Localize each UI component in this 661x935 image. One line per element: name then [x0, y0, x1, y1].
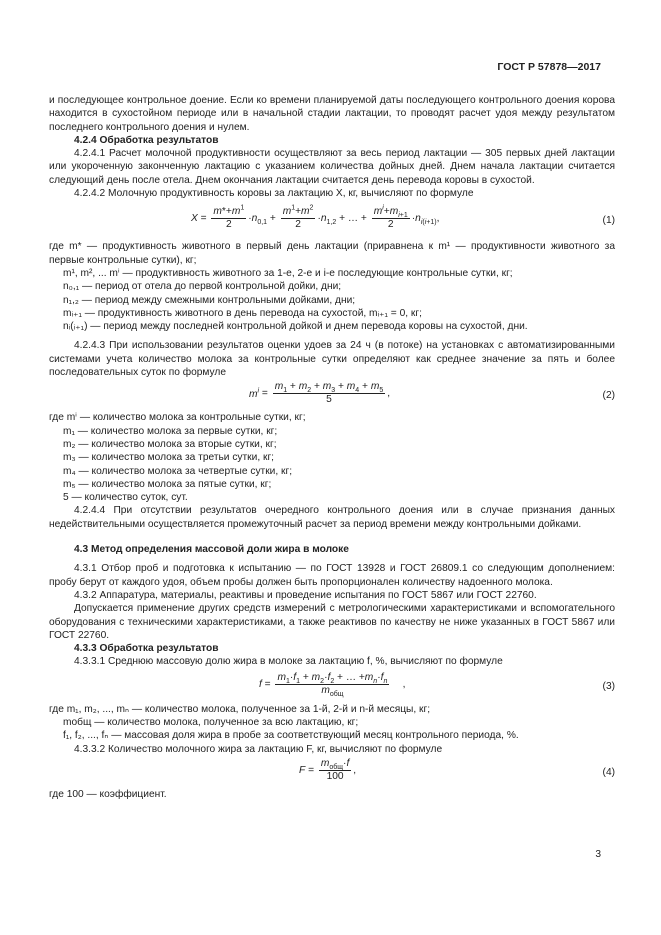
def3-0: где m₁, m₂, ..., mₙ — количество молока, полученное за 1-й, 2-й и n-й месяцы, кг;: [49, 703, 431, 715]
def2-0: где mⁱ — количество молока за контрольные сутки, кг;: [49, 412, 306, 424]
para-4-3-3-2: 4.3.3.2 Количество молочного жира за лактацию F, кг, вычисляют по формуле: [74, 743, 443, 755]
def1-0: где m* — продуктивность животного в первый день лактации (приравнена к m¹ — продуктивности животного за первые контрольные сутки), кг;: [49, 241, 615, 266]
def3-1: mобщ — количество молока, полученное за всю лактацию, кг;: [63, 716, 359, 728]
def2-1: m₁ — количество молока за первые сутки, кг;: [63, 425, 278, 437]
para-4-2-4-2: 4.2.4.2 Молочную продуктивность коровы за лактацию X, кг, вычисляют по формуле: [74, 188, 474, 200]
equation-number-4: (4): [602, 766, 615, 778]
section-4-2-4-title: 4.2.4 Обработка результатов: [74, 134, 219, 146]
para-4-2-4-4: 4.2.4.4 При отсутствии результатов очередного контрольного доения или в случае признания данных недействительными осуществляется промежуточный расчет за период времени между контрольными дойками.: [49, 505, 615, 530]
def2-5: m₅ — количество молока за пятые сутки, кг;: [63, 478, 272, 490]
equation-number-3: (3): [602, 680, 615, 692]
section-4-3-3-title: 4.3.3 Обработка результатов: [74, 643, 219, 655]
def1-3: n₁,₂ — период между смежными контрольными дойками, дни;: [63, 294, 356, 306]
def1-2: n₀,₁ — период от отела до первой контрольной дойки, дни;: [63, 281, 342, 293]
equation-number-1: (1): [602, 215, 615, 227]
para-4-3-3-1: 4.3.3.1 Среднюю массовую долю жира в молоке за лактацию f, %, вычисляют по формуле: [74, 656, 503, 668]
def1-1: m¹, m², ... mⁱ — продуктивность животного за 1-е, 2-е и i-е последующие контрольные сутки, кг;: [63, 267, 513, 279]
para-4-3-2-b: Допускается применение других средств измерений с метрологическими характеристиками и вспомогательного оборудования с техническими характеристиками, а также реактивов по качеству не ниже указанных в ГОСТ 5867 или ГОСТ 22760.: [49, 603, 615, 641]
equation-number-2: (2): [602, 390, 615, 402]
def2-6: 5 — количество суток, сут.: [63, 492, 188, 504]
formula-3: f = $\frac{m_1\cdot f_1 + m_2\cdot f_2 + \dots +m_n\cdot f_n}{m_{общ}}$ , (3): [259, 671, 615, 698]
body-text: [49, 94, 615, 801]
formula-2: $m^i$ = $\frac{m_1 + m_2 + m_3 + m_4 + m_5}{5}$ , (2): [249, 381, 615, 406]
def2-4: m₄ — количество молока за четвертые сутки, кг;: [63, 465, 293, 477]
formula-1: X = $\frac{m*+m^1}{2}$ $\cdot n_{0,1}$ + $\frac{m^1+m^2}{2}$ $\cdot n_{1,2}$ + … + $\frac{m^i+m_{i+1}}{2}$ $\cdot n_{i(i+1)}$, (1): [191, 204, 615, 231]
def1-5: nᵢ(ᵢ₊₁) — период между последней контрольной дойкой и днем перевода коровы на сухостой, дни.: [63, 321, 528, 333]
page-number: 3: [595, 849, 601, 860]
para-4-3-1: 4.3.1 Отбор проб и подготовка к испытанию — по ГОСТ 13928 и ГОСТ 26809.1 со следующим дополнением: пробу берут от каждого удоя, объем пробы должен быть пропорционален количеству надоенного молока.: [49, 563, 615, 588]
para-4-3-2: 4.3.2 Аппаратура, материалы, реактивы и проведение испытания по ГОСТ 5867 или ГОСТ 22760.: [74, 589, 537, 601]
def3-2: f₁, f₂, ..., fₙ — массовая доля жира в пробе за соответствующий месяц контрольного периода, %.: [63, 730, 519, 742]
document-id: ГОСТ Р 57878—2017: [497, 61, 601, 73]
def4: где 100 — коэффициент.: [49, 788, 167, 800]
formula-4: F = $\frac{m_{общ}\cdot f}{100}$ , (4): [299, 757, 615, 782]
intro-paragraph: и последующее контрольное доение. Если ко времени планируемой даты последующего контрольного доения корова находится в сухостойном периоде или в начальной стадии лактации, то проводят расчет удоя между результатом последнего контрольного доения и нулем.: [49, 95, 615, 133]
para-4-2-4-3: 4.2.4.3 При использовании результатов оценки удоев за 24 ч (в потоке) на установках с автоматизированными системами учета количество молока за контрольные сутки определяют как среднее значение за пять и более последовательных суток по формуле: [49, 340, 615, 379]
section-4-3-title: 4.3 Метод определения массовой доли жира в молоке: [74, 544, 349, 556]
para-4-2-4-1: 4.2.4.1 Расчет молочной продуктивности осуществляют за весь период лактации — 305 первых дней лактации или укороченную законченную лактацию с указанием количества дойных дней. Днем начала лактации считается следующий день после отела. Днем окончания лактации считается день перевода коровы в сухостой.: [49, 148, 615, 186]
def2-3: m₃ — количество молока за третьи сутки, кг;: [63, 452, 274, 464]
def2-2: m₂ — количество молока за вторые сутки, кг;: [63, 438, 277, 450]
def1-4: mᵢ₊₁ — продуктивность животного в день перевода на сухостой, mᵢ₊₁ = 0, кг;: [63, 307, 422, 319]
